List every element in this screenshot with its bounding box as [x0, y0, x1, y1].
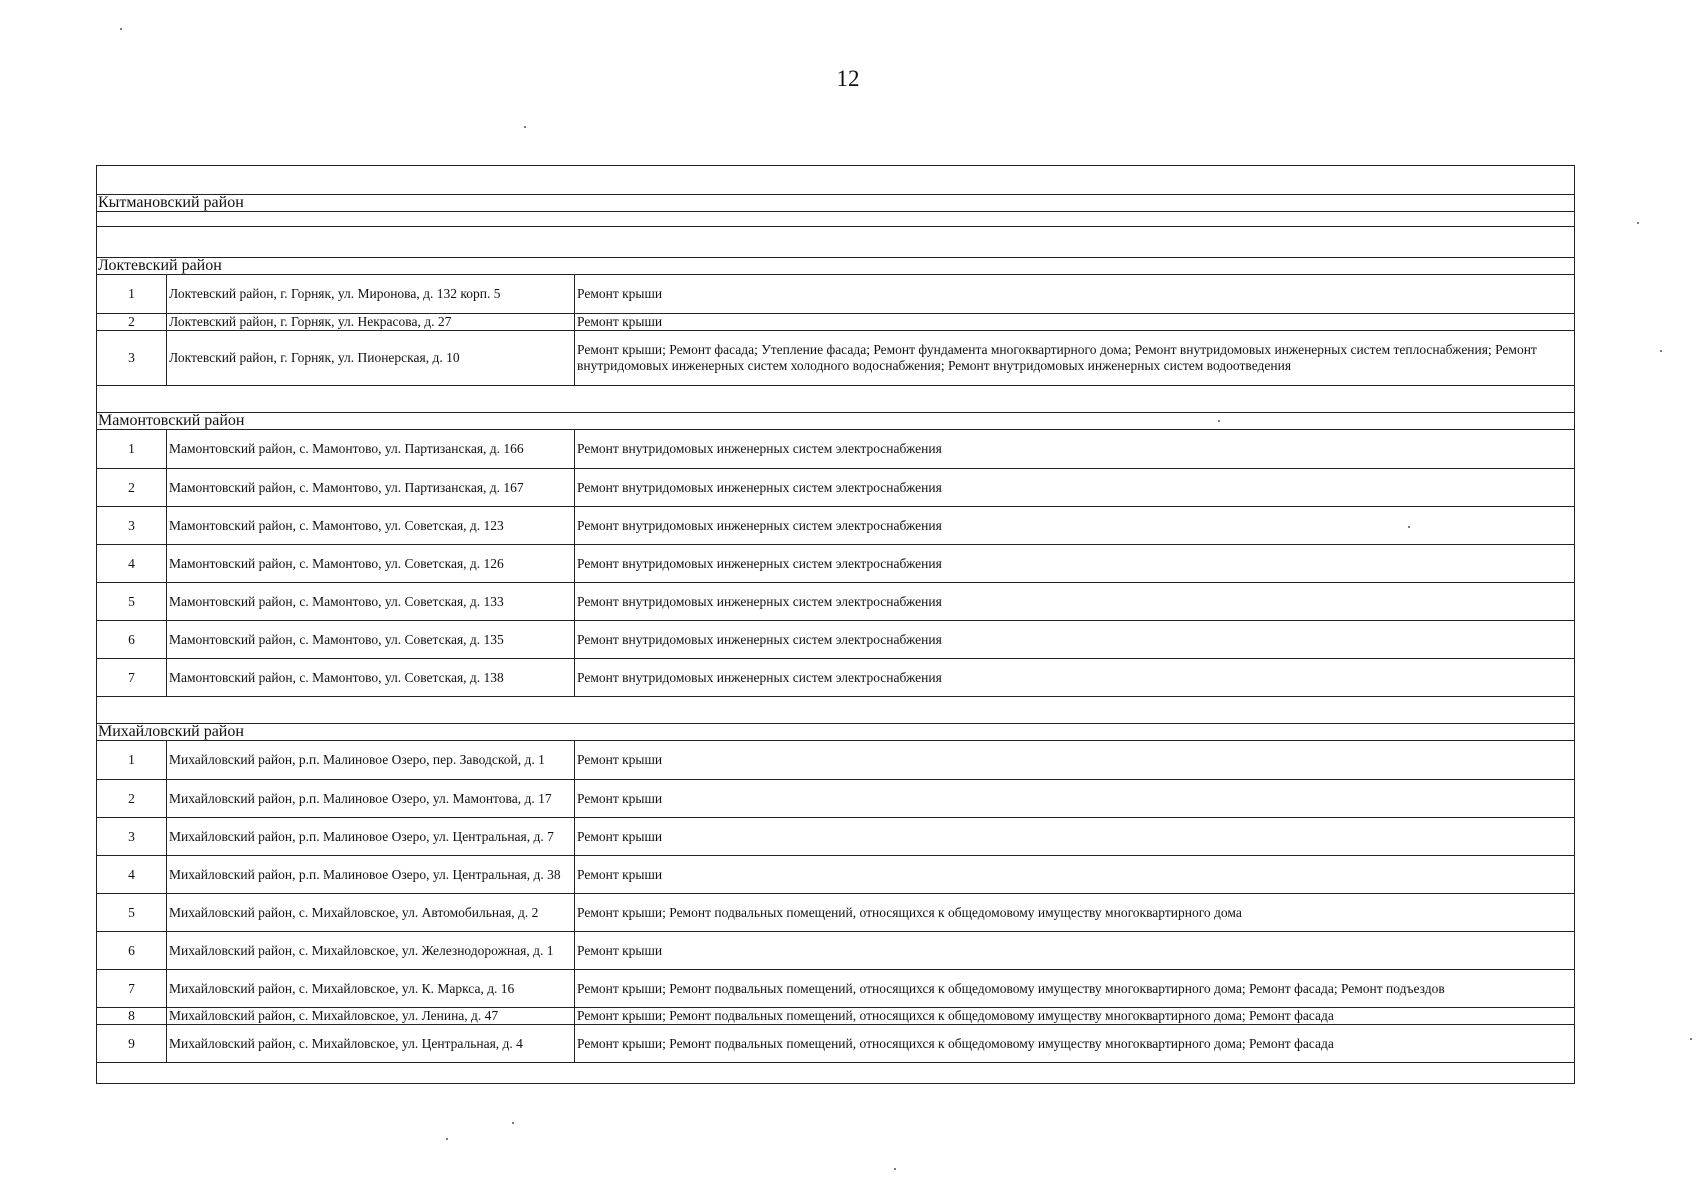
scan-speck [446, 1138, 448, 1140]
table-row [97, 932, 1575, 970]
scan-speck [1660, 350, 1662, 352]
row-number: 3 [97, 331, 167, 386]
row-works: Ремонт крыши [575, 780, 1575, 818]
row-works: Ремонт крыши [575, 275, 1575, 314]
row-address: Локтевский район, г. Горняк, ул. Пионерская, д. 10 [167, 331, 575, 386]
row-address: Михайловский район, р.п. Малиновое Озеро, ул. Центральная, д. 38 [167, 856, 575, 894]
table-row [97, 818, 1575, 856]
row-works: Ремонт внутридомовых инженерных систем электроснабжения [575, 469, 1575, 507]
row-address: Мамонтовский район, с. Мамонтово, ул. Партизанская, д. 167 [167, 469, 575, 507]
scan-speck [1218, 420, 1220, 422]
row-works: Ремонт внутридомовых инженерных систем электроснабжения [575, 507, 1575, 545]
table-row [97, 545, 1575, 583]
row-works: Ремонт крыши [575, 856, 1575, 894]
table-row [97, 331, 1575, 386]
section-gap [97, 386, 1575, 413]
row-address: Мамонтовский район, с. Мамонтово, ул. Советская, д. 135 [167, 621, 575, 659]
row-number: 5 [97, 583, 167, 621]
table-row [97, 507, 1575, 545]
row-works: Ремонт внутридомовых инженерных систем электроснабжения [575, 621, 1575, 659]
row-number: 3 [97, 818, 167, 856]
row-address: Михайловский район, с. Михайловское, ул. Железнодорожная, д. 1 [167, 932, 575, 970]
scan-speck [1690, 1038, 1692, 1040]
housing-repair-register-table [96, 165, 1575, 1084]
row-works: Ремонт крыши [575, 932, 1575, 970]
district-header [97, 413, 1575, 430]
table-row [97, 1025, 1575, 1063]
row-address: Михайловский район, р.п. Малиновое Озеро, ул. Центральная, д. 7 [167, 818, 575, 856]
row-works: Ремонт крыши; Ремонт подвальных помещений, относящихся к общедомовому имуществу многоквартирного дома; Ремонт фасада [575, 1008, 1575, 1025]
scan-speck [120, 28, 122, 30]
row-number: 7 [97, 659, 167, 697]
table-top-spacer [97, 166, 1575, 195]
table-row [97, 856, 1575, 894]
row-address: Михайловский район, с. Михайловское, ул. Автомобильная, д. 2 [167, 894, 575, 932]
scan-speck [1408, 526, 1410, 528]
row-works: Ремонт крыши [575, 741, 1575, 780]
row-number: 4 [97, 545, 167, 583]
row-number: 2 [97, 469, 167, 507]
empty-row [97, 212, 1575, 227]
row-number: 5 [97, 894, 167, 932]
row-number: 7 [97, 970, 167, 1008]
row-works: Ремонт внутридомовых инженерных систем электроснабжения [575, 430, 1575, 469]
row-address: Михайловский район, р.п. Малиновое Озеро, ул. Мамонтова, д. 17 [167, 780, 575, 818]
district-header [97, 258, 1575, 275]
row-number: 1 [97, 430, 167, 469]
row-address: Михайловский район, с. Михайловское, ул. Центральная, д. 4 [167, 1025, 575, 1063]
row-works: Ремонт внутридомовых инженерных систем электроснабжения [575, 545, 1575, 583]
row-address: Мамонтовский район, с. Мамонтово, ул. Советская, д. 138 [167, 659, 575, 697]
row-works: Ремонт крыши; Ремонт подвальных помещений, относящихся к общедомовому имуществу многоквартирного дома [575, 894, 1575, 932]
table-row [97, 894, 1575, 932]
row-address: Мамонтовский район, с. Мамонтово, ул. Партизанская, д. 166 [167, 430, 575, 469]
table-row [97, 1008, 1575, 1025]
table-row [97, 970, 1575, 1008]
table-row [97, 659, 1575, 697]
row-works: Ремонт крыши; Ремонт подвальных помещений, относящихся к общедомовому имуществу многоквартирного дома; Ремонт фасада; Ремонт подъездов [575, 970, 1575, 1008]
section-gap [97, 227, 1575, 258]
row-works: Ремонт внутридомовых инженерных систем электроснабжения [575, 659, 1575, 697]
district-name: Михайловский район [97, 724, 1575, 741]
table-row [97, 314, 1575, 331]
row-number: 2 [97, 780, 167, 818]
district-name: Локтевский район [97, 258, 1575, 275]
scan-speck [1637, 222, 1639, 224]
table-row [97, 275, 1575, 314]
row-address: Михайловский район, с. Михайловское, ул. К. Маркса, д. 16 [167, 970, 575, 1008]
row-works: Ремонт крыши [575, 818, 1575, 856]
row-number: 9 [97, 1025, 167, 1063]
row-number: 8 [97, 1008, 167, 1025]
scan-speck [894, 1168, 896, 1170]
row-address: Михайловский район, р.п. Малиновое Озеро, пер. Заводской, д. 1 [167, 741, 575, 780]
row-number: 4 [97, 856, 167, 894]
table-row [97, 741, 1575, 780]
table-row [97, 469, 1575, 507]
district-name: Мамонтовский район [97, 413, 1575, 430]
row-number: 6 [97, 621, 167, 659]
table-row [97, 621, 1575, 659]
table-row [97, 583, 1575, 621]
row-address: Мамонтовский район, с. Мамонтово, ул. Советская, д. 133 [167, 583, 575, 621]
page-number: 12 [836, 66, 860, 91]
section-gap [97, 697, 1575, 724]
row-works: Ремонт внутридомовых инженерных систем электроснабжения [575, 583, 1575, 621]
row-works: Ремонт крыши; Ремонт подвальных помещений, относящихся к общедомовому имуществу многоквартирного дома; Ремонт фасада [575, 1025, 1575, 1063]
scan-speck [512, 1122, 514, 1124]
row-works: Ремонт крыши [575, 314, 1575, 331]
district-header [97, 195, 1575, 212]
row-number: 1 [97, 275, 167, 314]
row-number: 3 [97, 507, 167, 545]
table-bottom-spacer [97, 1063, 1575, 1084]
row-address: Локтевский район, г. Горняк, ул. Миронова, д. 132 корп. 5 [167, 275, 575, 314]
scan-speck [524, 126, 526, 128]
row-number: 6 [97, 932, 167, 970]
row-address: Мамонтовский район, с. Мамонтово, ул. Советская, д. 126 [167, 545, 575, 583]
district-name: Кытмановский район [97, 195, 1575, 212]
row-number: 1 [97, 741, 167, 780]
row-number: 2 [97, 314, 167, 331]
row-address: Михайловский район, с. Михайловское, ул. Ленина, д. 47 [167, 1008, 575, 1025]
row-works: Ремонт крыши; Ремонт фасада; Утепление фасада; Ремонт фундамента многоквартирного дома; Ремонт внутридомовых инженерных систем теплоснабжения; Ремонт внутридомовых инженерных систем холодного водоснабжения; Ремонт внутридомовых инженерных систем водоотведения [575, 331, 1575, 386]
table-row [97, 780, 1575, 818]
district-header [97, 724, 1575, 741]
row-address: Локтевский район, г. Горняк, ул. Некрасова, д. 27 [167, 314, 575, 331]
table-row [97, 430, 1575, 469]
row-address: Мамонтовский район, с. Мамонтово, ул. Советская, д. 123 [167, 507, 575, 545]
